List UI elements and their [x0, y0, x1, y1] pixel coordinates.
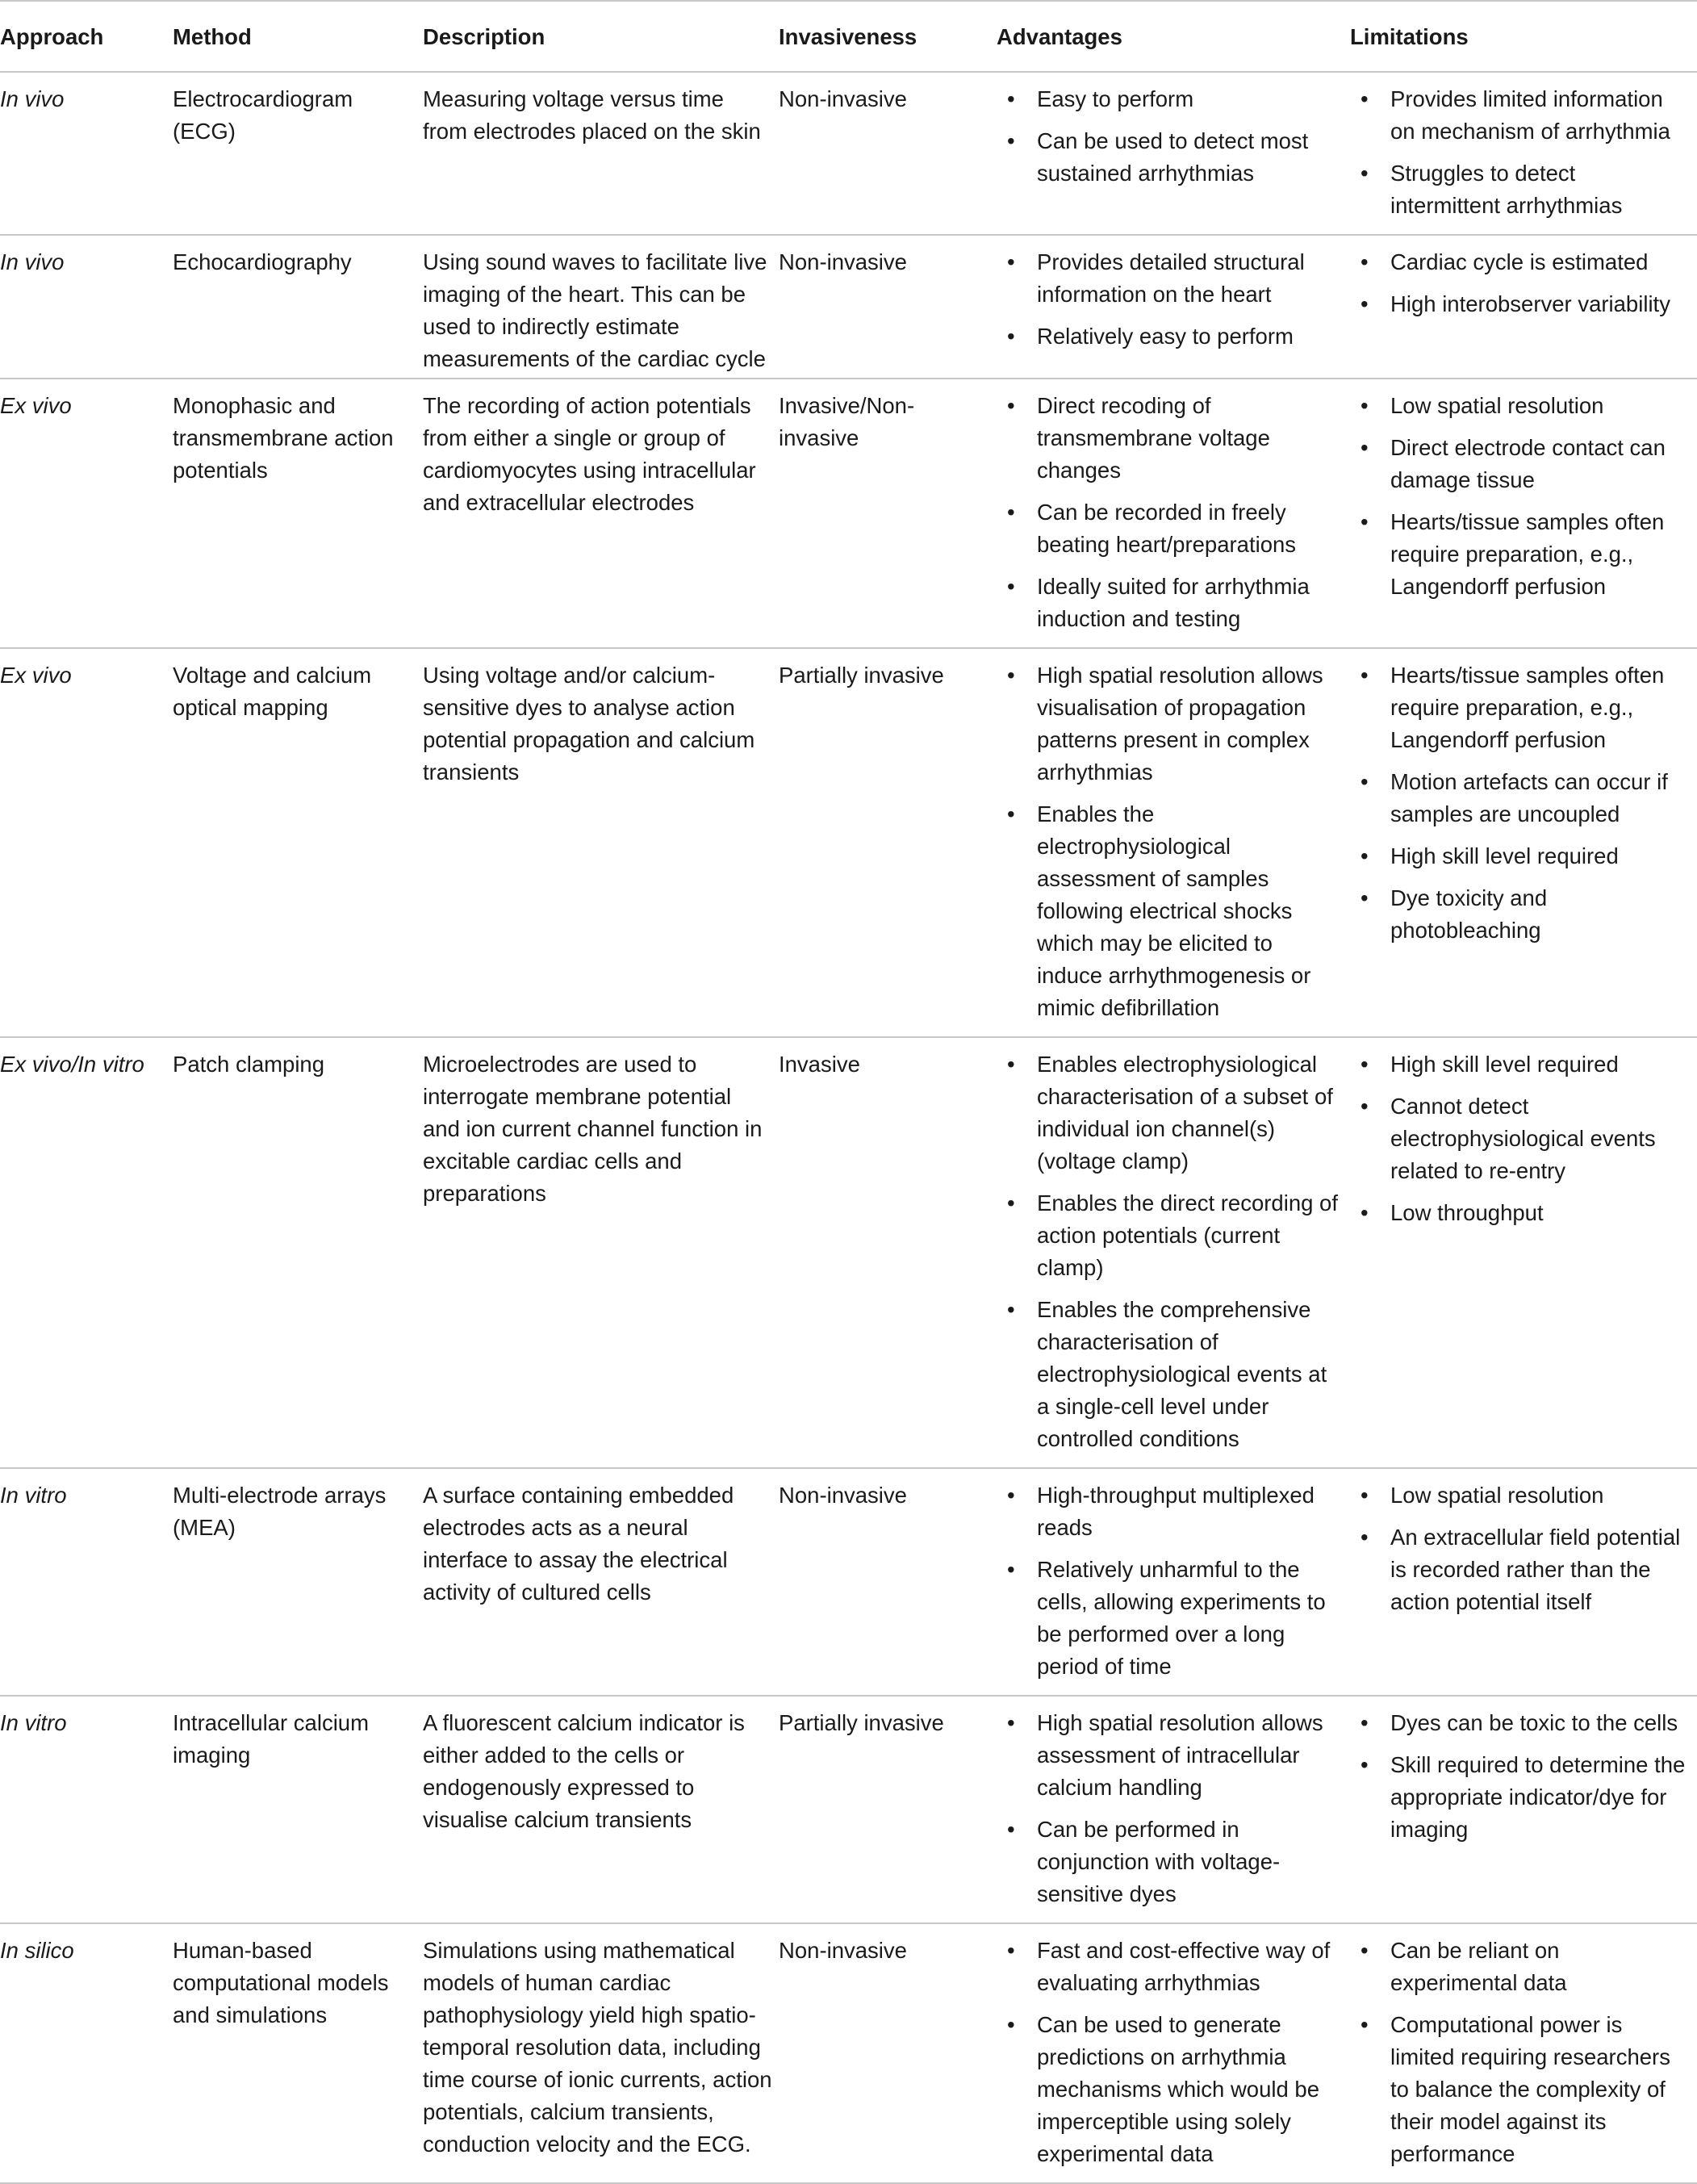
approach-cell: Ex vivo/In vitro [0, 1052, 144, 1077]
limitation-item: • High skill level required [1350, 1048, 1691, 1081]
approach-cell: Ex vivo [0, 393, 72, 418]
description-cell: Microelectrodes are used to interrogate membrane potential and ion current channel function in excitable cardiac cells and preparations [423, 1052, 763, 1206]
advantage-item: • Can be used to generate predictions on arrhythmia mechanisms which would be imperceptible using solely experimental data [997, 2009, 1344, 2170]
method-cell: Electrocardiogram (ECG) [173, 86, 353, 144]
invasiveness-cell: Partially invasive [779, 663, 944, 688]
description-cell: The recording of action potentials from either a single or group of cardiomyocytes using intracellular and extracellular electrodes [423, 393, 756, 515]
table-row [0, 72, 1697, 235]
limitation-item: • Provides limited information on mechanism of arrhythmia [1350, 83, 1691, 148]
advantage-item: • Enables the direct recording of action potentials (current clamp) [997, 1187, 1344, 1284]
advantages-list [997, 390, 1344, 635]
limitation-item: • Computational power is limited requiring researchers to balance the complexity of their model against its performance [1350, 2009, 1691, 2170]
limitation-item: • High skill level required [1350, 840, 1691, 872]
limitation-item: • Skill required to determine the appropriate indicator/dye for imaging [1350, 1749, 1691, 1846]
advantage-item: • Easy to perform [997, 83, 1344, 115]
advantage-item: • Relatively unharmful to the cells, allowing experiments to be performed over a long period of time [997, 1554, 1344, 1683]
advantages-list [997, 246, 1344, 353]
header-invasiveness: Invasiveness [779, 24, 917, 49]
advantage-item: • Enables the comprehensive characterisation of electrophysiological events at a single-cell level under controlled conditions [997, 1294, 1344, 1455]
advantage-item: • Ideally suited for arrhythmia induction and testing [997, 571, 1344, 635]
table-row [0, 1037, 1697, 1468]
limitation-item: • An extracellular field potential is recorded rather than the action potential itself [1350, 1521, 1691, 1618]
limitations-cell [1350, 235, 1697, 379]
advantage-item: • Can be performed in conjunction with voltage-sensitive dyes [997, 1814, 1344, 1910]
approach-cell: In vitro [0, 1483, 67, 1508]
description-cell: Using sound waves to facilitate live imaging of the heart. This can be used to indirectly estimate measurements of the cardiac cycle [423, 249, 767, 371]
advantages-cell [997, 379, 1350, 648]
method-cell: Monophasic and transmembrane action potentials [173, 393, 394, 483]
advantages-list [997, 1707, 1344, 1910]
header-row [0, 1, 1697, 72]
description-cell: Using voltage and/or calcium-sensitive dyes to analyse action potential propagation and calcium transients [423, 663, 755, 784]
limitations-list [1350, 1707, 1691, 1846]
description-cell: Simulations using mathematical models of human cardiac pathophysiology yield high spatio-temporal resolution data, including time course of ionic currents, action potentials, calcium transients, conduction velocity and the ECG. [423, 1938, 772, 2157]
invasiveness-cell: Non-invasive [779, 1938, 907, 1963]
description-cell: Measuring voltage versus time from electrodes placed on the skin [423, 86, 761, 144]
advantage-item: • Can be recorded in freely beating heart/preparations [997, 496, 1344, 561]
method-cell: Patch clamping [173, 1052, 325, 1077]
advantages-cell [997, 648, 1350, 1037]
limitations-cell [1350, 379, 1697, 648]
approach-cell: In vitro [0, 1710, 67, 1735]
advantage-item: • High spatial resolution allows assessment of intracellular calcium handling [997, 1707, 1344, 1804]
header-method: Method [173, 24, 252, 49]
method-cell: Intracellular calcium imaging [173, 1710, 370, 1768]
advantage-item: • Relatively easy to perform [997, 320, 1344, 353]
approach-cell: In vivo [0, 249, 65, 274]
advantage-item: • Can be used to detect most sustained arrhythmias [997, 125, 1344, 190]
table-row [0, 1468, 1697, 1696]
invasiveness-cell: Non-invasive [779, 249, 907, 274]
table-row [0, 235, 1697, 379]
limitations-list [1350, 1048, 1691, 1229]
limitation-item: • Struggles to detect intermittent arrhythmias [1350, 157, 1691, 222]
advantages-cell [997, 1923, 1350, 2183]
limitations-list [1350, 1479, 1691, 1618]
approach-cell: In vivo [0, 86, 65, 111]
table-row [0, 648, 1697, 1037]
table-row [0, 1923, 1697, 2183]
limitation-item: • Cardiac cycle is estimated [1350, 246, 1691, 278]
advantage-item: • Fast and cost-effective way of evaluating arrhythmias [997, 1935, 1344, 1999]
header-approach: Approach [0, 24, 104, 49]
method-cell: Echocardiography [173, 249, 352, 274]
limitation-item: • Cannot detect electrophysiological events related to re-entry [1350, 1090, 1691, 1187]
advantage-item: • Provides detailed structural information on the heart [997, 246, 1344, 311]
limitation-item: • Low throughput [1350, 1197, 1691, 1229]
method-cell: Multi-electrode arrays (MEA) [173, 1483, 387, 1540]
limitations-cell [1350, 1696, 1697, 1923]
limitation-item: • Hearts/tissue samples often require preparation, e.g., Langendorff perfusion [1350, 659, 1691, 756]
invasiveness-cell: Invasive/Non-invasive [779, 393, 915, 450]
advantages-list [997, 83, 1344, 190]
method-cell: Human-based computational models and simulations [173, 1938, 389, 2027]
limitations-list [1350, 246, 1691, 320]
advantages-list [997, 1935, 1344, 2170]
header-description: Description [423, 24, 545, 49]
advantages-cell [997, 1696, 1350, 1923]
advantage-item: • Direct recoding of transmembrane voltage changes [997, 390, 1344, 487]
limitations-list [1350, 83, 1691, 222]
limitations-cell [1350, 1037, 1697, 1468]
limitation-item: • Motion artefacts can occur if samples are uncoupled [1350, 766, 1691, 831]
advantages-cell [997, 1468, 1350, 1696]
invasiveness-cell: Non-invasive [779, 1483, 907, 1508]
invasiveness-cell: Partially invasive [779, 1710, 944, 1735]
limitations-cell [1350, 1468, 1697, 1696]
header-limitations: Limitations [1350, 24, 1469, 49]
limitation-item: • Direct electrode contact can damage tissue [1350, 432, 1691, 496]
table-row [0, 379, 1697, 648]
approach-cell: In silico [0, 1938, 74, 1963]
invasiveness-cell: Non-invasive [779, 86, 907, 111]
description-cell: A fluorescent calcium indicator is either added to the cells or endogenously expressed to visualise calcium transients [423, 1710, 745, 1832]
limitations-list [1350, 1935, 1691, 2170]
description-cell: A surface containing embedded electrodes acts as a neural interface to assay the electrical activity of cultured cells [423, 1483, 734, 1605]
advantages-list [997, 659, 1344, 1024]
limitation-item: • Hearts/tissue samples often require preparation, e.g., Langendorff perfusion [1350, 506, 1691, 603]
limitation-item: • Low spatial resolution [1350, 390, 1691, 422]
advantages-list [997, 1048, 1344, 1455]
advantages-cell [997, 72, 1350, 235]
limitations-list [1350, 390, 1691, 603]
advantage-item: • High-throughput multiplexed reads [997, 1479, 1344, 1544]
approach-cell: Ex vivo [0, 663, 72, 688]
advantages-cell [997, 235, 1350, 379]
header-advantages: Advantages [997, 24, 1122, 49]
table-body [0, 72, 1697, 2183]
method-cell: Voltage and calcium optical mapping [173, 663, 372, 720]
advantages-cell [997, 1037, 1350, 1468]
limitations-cell [1350, 648, 1697, 1037]
advantage-item: • Enables the electrophysiological assessment of samples following electrical shocks which may be elicited to induce arrhythmogenesis or mimic defibrillation [997, 798, 1344, 1024]
limitations-cell [1350, 72, 1697, 235]
limitation-item: • Dyes can be toxic to the cells [1350, 1707, 1691, 1739]
advantages-list [997, 1479, 1344, 1683]
table-row [0, 1696, 1697, 1923]
limitation-item: • High interobserver variability [1350, 288, 1691, 320]
table-header [0, 1, 1697, 72]
limitation-item: • Low spatial resolution [1350, 1479, 1691, 1512]
limitation-item: • Can be reliant on experimental data [1350, 1935, 1691, 1999]
limitations-list [1350, 659, 1691, 947]
limitation-item: • Dye toxicity and photobleaching [1350, 882, 1691, 947]
advantage-item: • Enables electrophysiological characterisation of a subset of individual ion channel(s) (voltage clamp) [997, 1048, 1344, 1178]
advantage-item: • High spatial resolution allows visualisation of propagation patterns present in complex arrhythmias [997, 659, 1344, 789]
invasiveness-cell: Invasive [779, 1052, 860, 1077]
limitations-cell [1350, 1923, 1697, 2183]
